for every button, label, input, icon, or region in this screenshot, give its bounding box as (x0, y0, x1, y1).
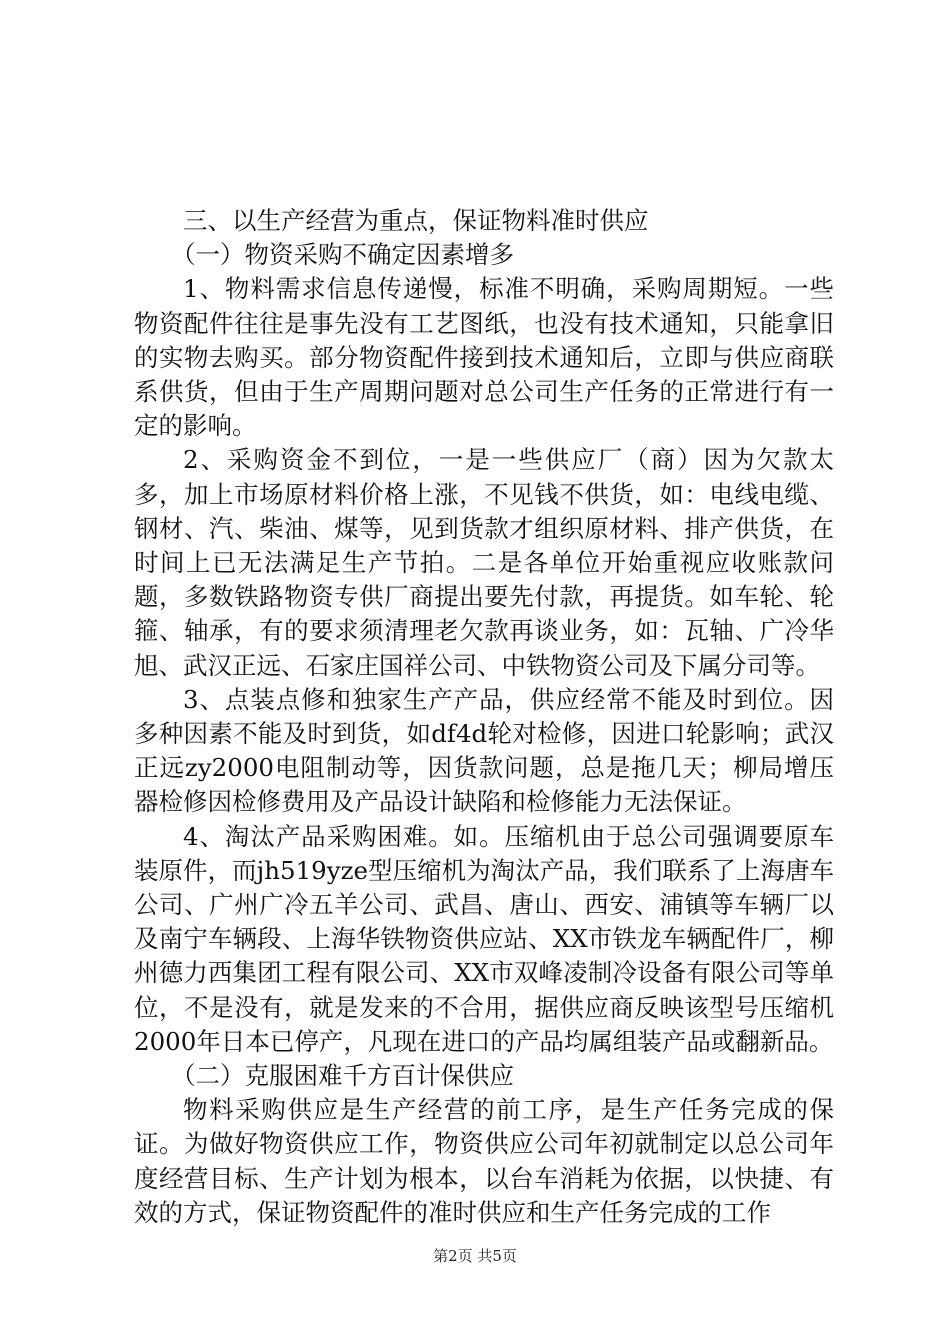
document-body (134, 204, 834, 1230)
subsection-heading-1: （一）物资采购不确定因素增多 (171, 240, 514, 270)
paragraph-2: 2、采购资金不到位，一是一些供应厂（商）因为欠款太多，加上市场原材料价格上涨，不见钱不供货，如：电线电缆、钢材、汽、柴油、煤等，见到货款才组织原材料、排产供货，在时间上已无法满足生产节拍。二是各单位开始重视应收账款问题，多数铁路物资专供厂商提出要先付款，再提货。如车轮、轮箍、轴承，有的要求须清理老欠款再谈业务，如：瓦轴、广冷华旭、武汉正远、石家庄国祥公司、中铁物资公司及下属分司等。 (134, 445, 834, 680)
section-heading: 三、以生产经营为重点，保证物料准时供应 (183, 206, 649, 235)
paragraph-5: 物料采购供应是生产经营的前工序，是生产任务完成的保证。为做好物资供应工作，物资供应公司年初就制定以总公司年度经营目标、生产计划为根本，以台车消耗为依据，以快捷、有效的方式，保证物资配件的准时供应和生产任务完成的工作 (134, 1095, 834, 1227)
paragraph-4: 4、淘汰产品采购困难。如。压缩机由于总公司强调要原车装原件，而jh519yze型压缩机为淘汰产品，我们联系了上海唐车公司、广州广冷五羊公司、武昌、唐山、西安、浦镇等车辆厂以及南宁车辆段、上海华铁物资供应站、XX市铁龙车辆配件厂，柳州德力西集团工程有限公司、XX市双峰凌制冷设备有限公司等单位，不是没有，就是发来的不合用，据供应商反映该型号压缩机2000年日本已停产，凡现在进口的产品均属组装产品或翻新品。 (134, 821, 834, 1056)
subsection-heading-2: （二）克服困难千方百计保供应 (171, 1061, 514, 1091)
page-number-footer: 第2页 共5页 (433, 1247, 517, 1265)
paragraph-3: 3、点装点修和独家生产产品，供应经常不能及时到位。因多种因素不能及时到货，如df4d轮对检修，因进口轮影响；武汉正远zy2000电阻制动等，因货款问题，总是拖几天；柳局增压器检修因检修费用及产品设计缺陷和检修能力无法保证。 (134, 684, 834, 817)
paragraph-1: 1、物料需求信息传递慢，标准不明确，采购周期短。一些物资配件往往是事先没有工艺图纸，也没有技术通知，只能拿旧的实物去购买。部分物资配件接到技术通知后，立即与供应商联系供货，但由于生产周期问题对总公司生产任务的正常进行有一定的影响。 (134, 274, 834, 441)
